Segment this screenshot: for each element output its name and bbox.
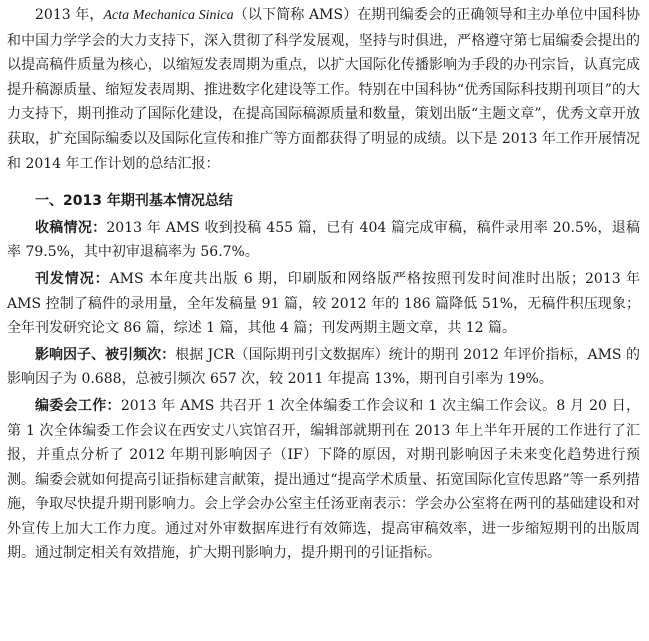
submissions-paragraph xyxy=(7,216,640,265)
board-label: 编委会工作： xyxy=(35,397,121,414)
intro-text-rest: （以下简称 AMS）在期刊编委会的正确领导和主办单位中国科协和中国力学学会的大力支持下，深入贯彻了科学发展观，坚持与时俱进，严格遵守第七届编委会提出的以提高稿件质量为核心，以缩短发表周期为重点，以扩大国际化传播影响为手段的办刊宗旨，认真完成提升稿源质量、缩短发表周期、推进数字化建设等工作。特别在中国科协“优秀国际科技期刊项目”的大力支持下，期刊推动了国际化建设，在提高国际稿源质量和数量，策划出版“主题文章”，优秀文章开放获取，扩充国际编委以及国际化宣传和推广等方面都获得了明显的成绩。以下是 2013 年工作开展情况和 2014 年工作计划的总结汇报： xyxy=(7,7,640,172)
impact-label: 影响因子、被引频次： xyxy=(35,346,176,363)
intro-text-start: 2013 年， xyxy=(35,7,104,23)
journal-name: Acta Mechanica Sinica xyxy=(103,8,234,23)
section-heading: 一、2013 年期刊基本情况总结 xyxy=(35,193,233,210)
intro-paragraph xyxy=(7,3,640,176)
board-text: 2013 年 AMS 共召开 1 次全体编委工作会议和 1 次主编工作会议。8 月 20 日，第 1 次全体编委工作会议在西安丈八宾馆召开，编辑部就期刊在 2013 年上半年开展的工作进行了汇报，并重点分析了 2012 年期刊影响因子（IF）下降的原因，对期刊影响因子未来变化趋势进行预测。编委会就如何提高引证指标建言献策，提出通过“提高学术质量、拓宽国际化宣传思路”等一系列措施，争取尽快提升期刊影响力。会上学会办公室主任汤亚南表示：学会办公室将在两刊的基础建设和对外宣传上加大工作力度。通过对外审数据库进行有效筛选，提高审稿效率，进一步缩短期刊的出版周期。通过制定相关有效措施，扩大期刊影响力，提升期刊的引证指标。 xyxy=(7,397,641,562)
impact-paragraph xyxy=(7,343,640,392)
board-paragraph xyxy=(7,394,640,566)
impact-text: 根据 JCR（国际期刊引文数据库）统计的期刊 2012 年评价指标，AMS 的影响因子为 0.688，总被引频次 657 次，较 2011 年提高 13%，期刊自引率为 19%。 xyxy=(7,346,640,388)
submissions-label: 收稿情况： xyxy=(35,219,107,236)
submissions-text: 2013 年 AMS 收到投稿 455 篇，已有 404 篇完成审稿，稿件录用率 20.5%，退稿率 79.5%，其中初审退稿率为 56.7%。 xyxy=(7,219,641,261)
publication-label: 刊发情况： xyxy=(35,270,110,287)
publication-text: AMS 本年度共出版 6 期，印刷版和网络版严格按照刊发时间准时出版；2013 年 AMS 控制了稿件的录用量，全年发稿量 91 篇，较 2012 年的 186 篇降低 51%，无稿件积压现象；全年刊发研究论文 86 篇，综述 1 篇，其他 4 篇；刊发两期主题文章，共 12 篇。 xyxy=(7,270,640,337)
publication-paragraph xyxy=(7,267,640,341)
